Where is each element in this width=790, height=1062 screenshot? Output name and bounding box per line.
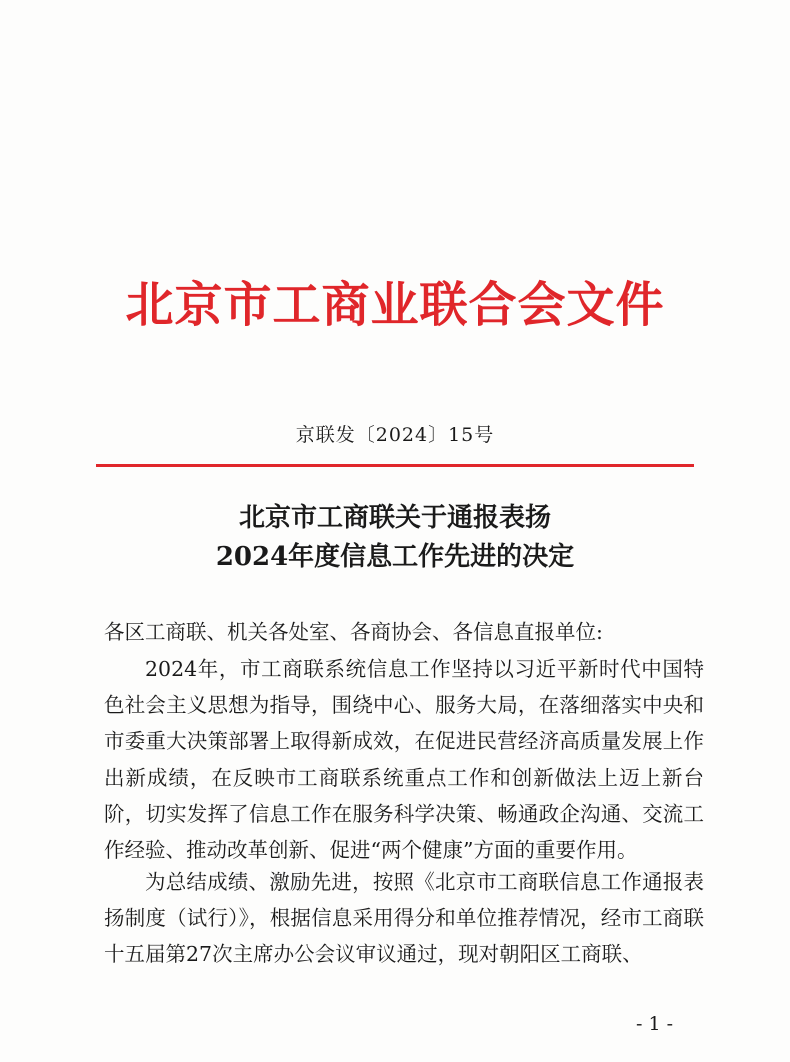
- document-title-line-2: 2024年度信息工作先进的决定: [215, 542, 575, 572]
- salutation: 各区工商联、机关各处室、各商协会、各信息直报单位:: [104, 620, 603, 644]
- document-masthead: 北京市工商业联合会文件: [125, 277, 665, 333]
- body-paragraph-2: 为总结成绩、激励先进，按照《北京市工商联信息工作通报表扬制度（试行）》，根据信息采用得分和单位推荐情况，经市工商联十五届第27次主席办公会议审议通过，现对朝阳区工商联、: [104, 870, 704, 967]
- document-number: 京联发〔2024〕15号: [295, 424, 495, 446]
- red-separator-line: [96, 464, 694, 467]
- body-paragraph-1: 2024年，市工商联系统信息工作坚持以习近平新时代中国特色社会主义思想为指导，围绕中心、服务大局，在落细落实中央和市委重大决策部署上取得新成效，在促进民营经济高质量发展上作出新成绩，在反映市工商联系统重点工作和创新做法上迈上新台阶，切实发挥了信息工作在服务科学决策、畅通政企沟通、交流工作经验、推动改革创新、促进“两个健康”方面的重要作用。: [104, 657, 704, 863]
- document-title-line-1: 北京市工商联关于通报表扬: [238, 503, 551, 533]
- page-number: - 1 -: [636, 1013, 674, 1035]
